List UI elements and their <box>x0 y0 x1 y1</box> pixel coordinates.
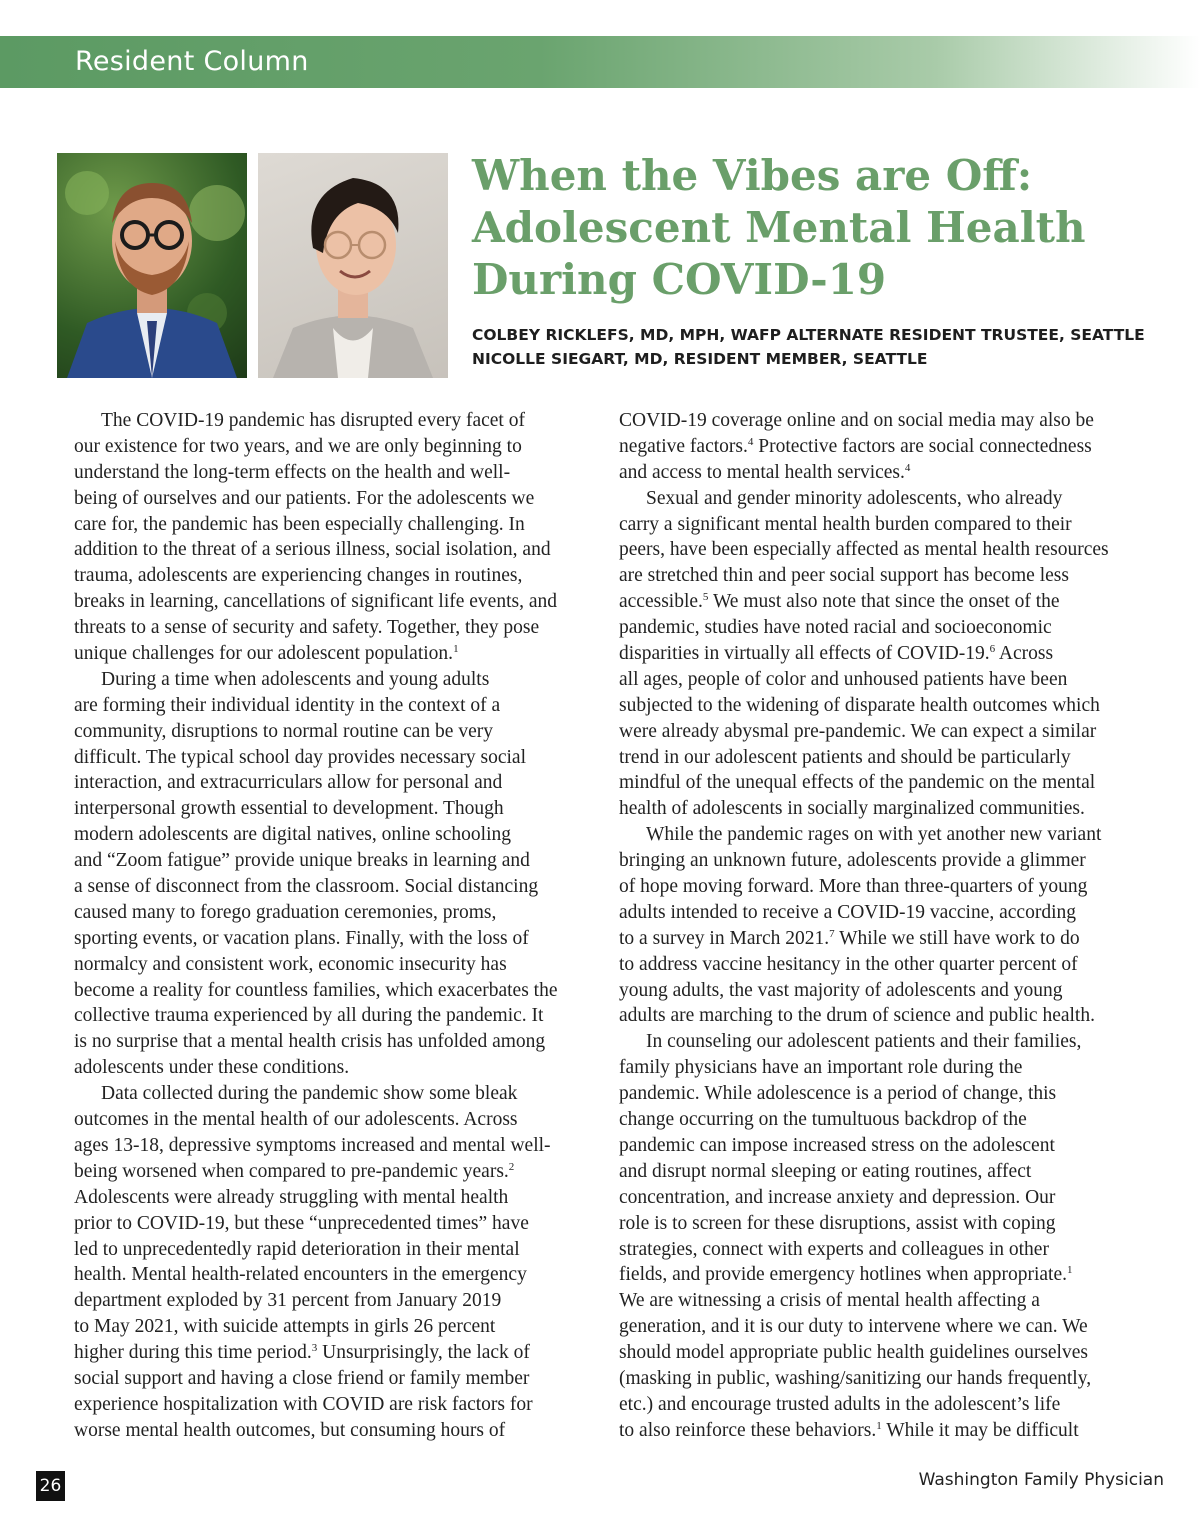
line-text: young adults, the vast majority of adolescents and young <box>619 979 1063 1001</box>
text-line <box>74 641 599 667</box>
line-text-cont: While we still have work to do <box>834 927 1080 949</box>
text-line <box>619 900 1149 926</box>
text-line <box>619 693 1149 719</box>
text-line <box>619 641 1149 667</box>
line-text: strategies, connect with experts and colleagues in other <box>619 1238 1049 1260</box>
line-text: being worsened when compared to pre-pandemic years. <box>74 1160 509 1182</box>
text-line <box>74 563 599 589</box>
citation-ref: 1 <box>876 1419 882 1432</box>
author-line: NICOLLE SIEGART, MD, RESIDENT MEMBER, SEATTLE <box>472 350 928 368</box>
line-text: caused many to forego graduation ceremonies, proms, <box>74 901 497 923</box>
text-line <box>74 1029 599 1055</box>
text-line <box>619 796 1149 822</box>
line-text: are stretched thin and peer social support has become less <box>619 565 1069 587</box>
text-line <box>74 900 599 926</box>
line-text: trauma, adolescents are experiencing changes in routines, <box>74 565 523 587</box>
text-line <box>74 512 599 538</box>
text-line <box>74 667 599 693</box>
line-text: prior to COVID-19, but these “unprecedented times” have <box>74 1212 529 1234</box>
line-text: accessible. <box>619 591 703 613</box>
text-line <box>74 1159 599 1185</box>
text-line <box>74 460 599 486</box>
line-text: Sexual and gender minority adolescents, who already <box>646 487 1063 509</box>
text-line <box>74 1340 599 1366</box>
text-line <box>74 1055 599 1081</box>
author-line: COLBEY RICKLEFS, MD, MPH, WAFP ALTERNATE RESIDENT TRUSTEE, SEATTLE <box>472 326 1145 344</box>
line-text: modern adolescents are digital natives, online schooling <box>74 824 512 846</box>
line-text: pandemic can impose increased stress on the adolescent <box>619 1134 1055 1156</box>
line-text: COVID-19 coverage online and on social media may also be <box>619 410 1094 431</box>
line-text: difficult. The typical school day provides necessary social <box>74 746 526 768</box>
text-line <box>74 1262 599 1288</box>
text-line <box>619 1185 1149 1211</box>
line-text: fields, and provide emergency hotlines when appropriate. <box>619 1264 1067 1286</box>
text-line <box>74 1107 599 1133</box>
line-text: adults intended to receive a COVID-19 vaccine, according <box>619 901 1076 923</box>
line-text-cont: While it may be difficult <box>881 1419 1079 1441</box>
text-line <box>619 719 1149 745</box>
text-line <box>74 874 599 900</box>
section-banner <box>0 36 1200 88</box>
line-text: sporting events, or vacation plans. Finally, with the loss of <box>74 927 529 949</box>
text-line <box>74 1314 599 1340</box>
colbey-ricklefs-photo <box>57 153 247 378</box>
text-line <box>74 848 599 874</box>
text-line <box>619 1107 1149 1133</box>
citation-ref: 1 <box>453 643 459 656</box>
text-line <box>619 1055 1149 1081</box>
text-line <box>619 1262 1149 1288</box>
text-line <box>74 1418 599 1444</box>
line-text: to May 2021, with suicide attempts in girls 26 percent <box>74 1316 496 1338</box>
line-text: In counseling our adolescent patients and their families, <box>646 1031 1082 1053</box>
text-line <box>74 693 599 719</box>
text-line <box>74 1237 599 1263</box>
article-title <box>472 150 1172 306</box>
text-line <box>74 486 599 512</box>
text-line <box>619 745 1149 771</box>
text-line <box>619 874 1149 900</box>
line-text: higher during this time period. <box>74 1342 312 1364</box>
text-line <box>619 615 1149 641</box>
text-line <box>74 1288 599 1314</box>
line-text: being of ourselves and our patients. For the adolescents we <box>74 487 535 509</box>
title-line: During COVID-19 <box>472 255 887 304</box>
author-byline <box>472 323 1192 371</box>
line-text: change occurring on the tumultuous backdrop of the <box>619 1109 1027 1131</box>
text-line <box>619 1314 1149 1340</box>
text-line <box>619 512 1149 538</box>
line-text: community, disruptions to normal routine can be very <box>74 720 493 742</box>
text-line <box>619 537 1149 563</box>
text-line <box>74 745 599 771</box>
line-text: led to unprecedentedly rapid deterioration in their mental <box>74 1238 520 1260</box>
line-text: should model appropriate public health guidelines ourselves <box>619 1342 1088 1364</box>
line-text: bringing an unknown future, adolescents provide a glimmer <box>619 850 1086 872</box>
line-text: collective trauma experienced by all during the pandemic. It <box>74 1005 544 1027</box>
text-line <box>619 952 1149 978</box>
line-text: negative factors. <box>619 435 748 457</box>
line-text: The COVID-19 pandemic has disrupted every facet of <box>101 410 525 431</box>
citation-ref: 6 <box>989 643 996 656</box>
line-text: (masking in public, washing/sanitizing our hands frequently, <box>619 1367 1092 1389</box>
line-text: is no surprise that a mental health crisis has unfolded among <box>74 1031 546 1053</box>
text-line <box>619 434 1149 460</box>
text-line <box>74 589 599 615</box>
line-text: to address vaccine hesitancy in the other quarter percent of <box>619 953 1078 975</box>
line-text: our existence for two years, and we are only beginning to <box>74 435 522 457</box>
line-text: are forming their individual identity in the context of a <box>74 694 501 716</box>
text-line <box>619 1340 1149 1366</box>
line-text: care for, the pandemic has been especially challenging. In <box>74 513 525 535</box>
text-line <box>74 822 599 848</box>
text-line <box>619 978 1149 1004</box>
text-line <box>619 1237 1149 1263</box>
text-line <box>619 1366 1149 1392</box>
line-text-cont: We must also note that since the onset of the <box>708 591 1060 613</box>
text-line <box>74 719 599 745</box>
line-text: and access to mental health services. <box>619 461 905 483</box>
text-line <box>619 408 1149 434</box>
line-text: addition to the threat of a serious illness, social isolation, and <box>74 539 551 561</box>
line-text: ages 13-18, depressive symptoms increased and mental well- <box>74 1134 551 1156</box>
line-text: role is to screen for these disruptions, assist with coping <box>619 1212 1056 1234</box>
citation-ref: 3 <box>311 1342 318 1355</box>
line-text: etc.) and encourage trusted adults in the adolescent’s life <box>619 1393 1061 1415</box>
text-line <box>619 822 1149 848</box>
article-body-left-column <box>74 408 599 1444</box>
line-text: While the pandemic rages on with yet another new variant <box>646 824 1102 846</box>
text-line <box>74 926 599 952</box>
text-line <box>74 1185 599 1211</box>
line-text: peers, have been especially affected as mental health resources <box>619 539 1109 561</box>
line-text: mindful of the unequal effects of the pandemic on the mental <box>619 772 1096 794</box>
line-text: of hope moving forward. More than three-quarters of young <box>619 876 1088 898</box>
title-line: When the Vibes are Off: <box>472 151 1033 200</box>
line-text: family physicians have an important role during the <box>619 1057 1023 1079</box>
text-line <box>619 926 1149 952</box>
text-line <box>619 460 1149 486</box>
text-line <box>619 1288 1149 1314</box>
citation-ref: 4 <box>904 461 911 474</box>
line-text: worse mental health outcomes, but consuming hours of <box>74 1419 506 1441</box>
citation-ref: 7 <box>829 927 835 940</box>
line-text: all ages, people of color and unhoused patients have been <box>619 668 1068 690</box>
line-text: carry a significant mental health burden compared to their <box>619 513 1072 535</box>
line-text: subjected to the widening of disparate health outcomes which <box>619 694 1100 716</box>
line-text: Data collected during the pandemic show some bleak <box>101 1083 518 1105</box>
text-line <box>74 1003 599 1029</box>
text-line <box>619 1003 1149 1029</box>
text-line <box>619 486 1149 512</box>
text-line <box>74 537 599 563</box>
text-line <box>74 770 599 796</box>
text-line <box>619 1392 1149 1418</box>
line-text: trend in our adolescent patients and should be particularly <box>619 746 1071 768</box>
text-line <box>74 1081 599 1107</box>
text-line <box>619 563 1149 589</box>
text-line <box>74 615 599 641</box>
section-label: Resident Column <box>75 46 309 77</box>
line-text: a sense of disconnect from the classroom. Social distancing <box>74 876 539 898</box>
line-text: pandemic. While adolescence is a period of change, this <box>619 1083 1057 1105</box>
article-body-right-column <box>619 408 1149 1444</box>
line-text-cont: Across <box>995 643 1054 665</box>
text-line <box>74 978 599 1004</box>
line-text: unique challenges for our adolescent population. <box>74 643 454 665</box>
line-text: outcomes in the mental health of our adolescents. Across <box>74 1109 518 1131</box>
line-text: become a reality for countless families, which exacerbates the <box>74 979 558 1001</box>
line-text: interpersonal growth essential to development. Though <box>74 798 504 820</box>
line-text: and disrupt normal sleeping or eating routines, affect <box>619 1160 1032 1182</box>
line-text: We are witnessing a crisis of mental health affecting a <box>619 1290 1040 1312</box>
text-line <box>74 408 599 434</box>
line-text: pandemic, studies have noted racial and socioeconomic <box>619 617 1052 639</box>
line-text: were already abysmal pre-pandemic. We can expect a similar <box>619 720 1097 742</box>
text-line <box>619 1133 1149 1159</box>
text-line <box>619 1029 1149 1055</box>
line-text: and “Zoom fatigue” provide unique breaks in learning and <box>74 850 530 872</box>
text-line <box>619 589 1149 615</box>
text-line <box>619 770 1149 796</box>
line-text: adults are marching to the drum of science and public health. <box>619 1005 1095 1027</box>
citation-ref: 5 <box>702 591 709 604</box>
citation-ref: 1 <box>1067 1264 1073 1277</box>
line-text-cont: Unsurprisingly, the lack of <box>317 1342 530 1364</box>
text-line <box>619 1418 1149 1444</box>
line-text: generation, and it is our duty to intervene where we can. We <box>619 1316 1088 1338</box>
text-line <box>74 952 599 978</box>
line-text: experience hospitalization with COVID are risk factors for <box>74 1393 533 1415</box>
text-line <box>74 1366 599 1392</box>
line-text: concentration, and increase anxiety and depression. Our <box>619 1186 1056 1208</box>
line-text: health of adolescents in socially marginalized communities. <box>619 798 1085 820</box>
line-text: department exploded by 31 percent from January 2019 <box>74 1290 502 1312</box>
journal-name: Washington Family Physician <box>918 1470 1164 1490</box>
text-line <box>74 434 599 460</box>
line-text: to also reinforce these behaviors. <box>619 1419 877 1441</box>
line-text: health. Mental health-related encounters in the emergency <box>74 1264 527 1286</box>
line-text: understand the long-term effects on the health and well- <box>74 461 511 483</box>
line-text: social support and having a close friend or family member <box>74 1367 530 1389</box>
text-line <box>74 796 599 822</box>
line-text: adolescents under these conditions. <box>74 1057 350 1079</box>
line-text: During a time when adolescents and young adults <box>101 668 490 690</box>
line-text: disparities in virtually all effects of COVID-19. <box>619 643 990 665</box>
line-text: Adolescents were already struggling with mental health <box>74 1186 509 1208</box>
line-text: threats to a sense of security and safety. Together, they pose <box>74 617 540 639</box>
page-number: 26 <box>36 1471 65 1501</box>
line-text: breaks in learning, cancellations of significant life events, and <box>74 591 557 613</box>
text-line <box>619 1081 1149 1107</box>
text-line <box>619 1211 1149 1237</box>
title-line: Adolescent Mental Health <box>472 203 1086 252</box>
citation-ref: 2 <box>508 1160 515 1173</box>
citation-ref: 4 <box>747 435 754 448</box>
text-line <box>619 1159 1149 1185</box>
line-text: normalcy and consistent work, economic insecurity has <box>74 953 507 975</box>
text-line <box>619 848 1149 874</box>
text-line <box>74 1211 599 1237</box>
text-line <box>74 1392 599 1418</box>
line-text: interaction, and extracurriculars allow for personal and <box>74 772 503 794</box>
line-text-cont: Protective factors are social connectedness <box>753 435 1092 457</box>
text-line <box>74 1133 599 1159</box>
line-text: to a survey in March 2021. <box>619 927 830 949</box>
text-line <box>619 667 1149 693</box>
nicolle-siegart-photo <box>258 153 448 378</box>
